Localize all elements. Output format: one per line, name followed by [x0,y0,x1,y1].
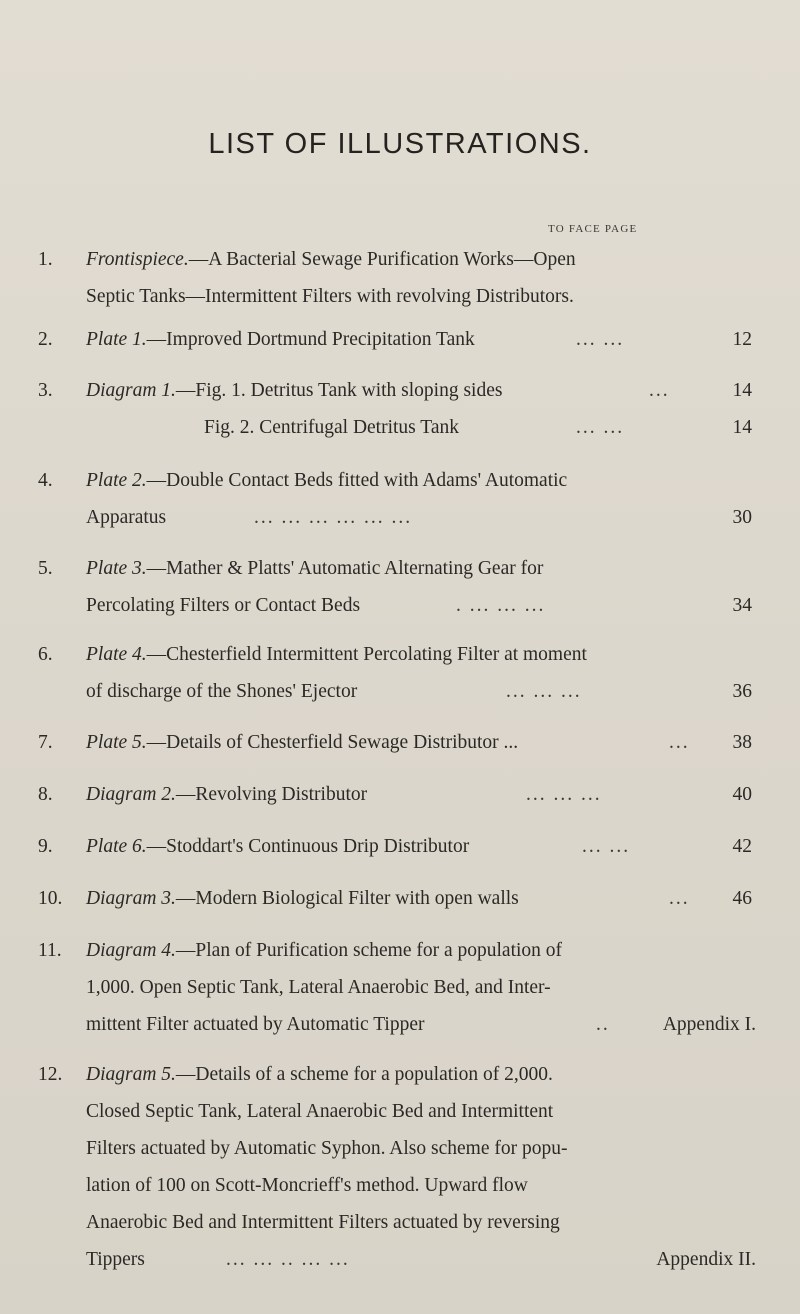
entry-text: Tippers [86,1249,145,1270]
entry-number: 10. [38,888,63,909]
entry-text: —Plan of Purification scheme for a population of [175,940,563,961]
dot-leader: ... [669,888,690,909]
entry-number: 3. [38,380,53,401]
entry-text: 1,000. Open Septic Tank, Lateral Anaerobic Bed, and Inter- [86,977,551,998]
entry-number: 6. [38,644,53,665]
page-number: 40 [732,784,752,805]
entry-text: Percolating Filters or Contact Beds [86,595,361,616]
entry-text: Apparatus [86,507,167,528]
entry-number: 11. [38,940,62,961]
entry-text: Fig. 2. Centrifugal Detritus Tank [204,417,459,438]
entry-text: —Chesterfield Intermittent Percolating Filter at moment [146,644,587,665]
dot-leader: ... ... ... [526,784,602,805]
entry-label: Plate 5. [86,732,147,753]
entry-number: 12. [38,1064,63,1085]
entry-text: —Details of Chesterfield Sewage Distributor ... [146,732,519,753]
entry-number: 9. [38,836,53,857]
entry-number: 8. [38,784,53,805]
entry-label: Plate 2. [86,470,147,491]
entry-label: Plate 4. [86,644,147,665]
entry-text: Anaerobic Bed and Intermittent Filters actuated by reversing [86,1212,560,1233]
entry-number: 4. [38,470,53,491]
entry-number: 5. [38,558,53,579]
dot-leader: ... ... ... ... ... ... [254,507,413,528]
dot-leader: ... ... [576,329,625,350]
dot-leader: ... ... .. ... ... [226,1249,350,1270]
page-number: 12 [732,329,752,350]
entry-text: —Modern Biological Filter with open walls [175,888,519,909]
entry-number: 2. [38,329,53,350]
entry-label: Diagram 5. [86,1064,176,1085]
page-number: 14 [732,380,752,401]
entry-number: 7. [38,732,53,753]
entry-text: —Fig. 1. Detritus Tank with sloping sides [175,380,503,401]
entry-text: —Mather & Platts' Automatic Alternating Gear for [146,558,544,579]
entry-text: Septic Tanks—Intermittent Filters with revolving Distributors. [86,286,574,307]
page-number: 30 [732,507,752,528]
page-number: 14 [732,417,752,438]
dot-leader: ... ... [582,836,631,857]
page-number: 34 [732,595,752,616]
entry-label: Diagram 1. [86,380,176,401]
entry-text: mittent Filter actuated by Automatic Tipper [86,1014,425,1035]
dot-leader: . ... ... ... [456,595,546,616]
entry-label: Frontispiece. [86,249,189,270]
page-number: Appendix I. [662,1014,756,1035]
dot-leader: ... ... ... [506,681,582,702]
entry-text: —Stoddart's Continuous Drip Distributor [146,836,470,857]
entry-label: Plate 3. [86,558,147,579]
page-number: 46 [732,888,752,909]
entry-label: Plate 1. [86,329,147,350]
entry-text: —Improved Dortmund Precipitation Tank [146,329,475,350]
entry-text: of discharge of the Shones' Ejector [86,681,358,702]
entry-text: Closed Septic Tank, Lateral Anaerobic Bed and Intermittent [86,1101,554,1122]
dot-leader: ... ... [576,417,625,438]
page-title: LIST OF ILLUSTRATIONS. [208,128,592,160]
entry-label: Plate 6. [86,836,147,857]
entry-text: —Double Contact Beds fitted with Adams' Automatic [146,470,568,491]
entry-text: Filters actuated by Automatic Syphon. Also scheme for popu- [86,1138,568,1159]
dot-leader: .. [596,1014,610,1035]
entry-text: lation of 100 on Scott-Moncrieff's method. Upward flow [86,1175,528,1196]
entry-label: Diagram 2. [86,784,176,805]
entry-number: 1. [38,249,53,270]
dot-leader: ... [669,732,690,753]
entry-text: —A Bacterial Sewage Purification Works—Open [188,249,576,270]
page-number: Appendix II. [656,1249,756,1270]
dot-leader: ... [649,380,670,401]
page-number: 42 [732,836,752,857]
column-header: TO FACE PAGE [548,223,638,235]
entry-label: Diagram 3. [86,888,176,909]
entry-text: —Details of a scheme for a population of 2,000. [175,1064,553,1085]
page-number: 38 [732,732,752,753]
entry-label: Diagram 4. [86,940,176,961]
entry-text: —Revolving Distributor [175,784,368,805]
page-number: 36 [732,681,752,702]
